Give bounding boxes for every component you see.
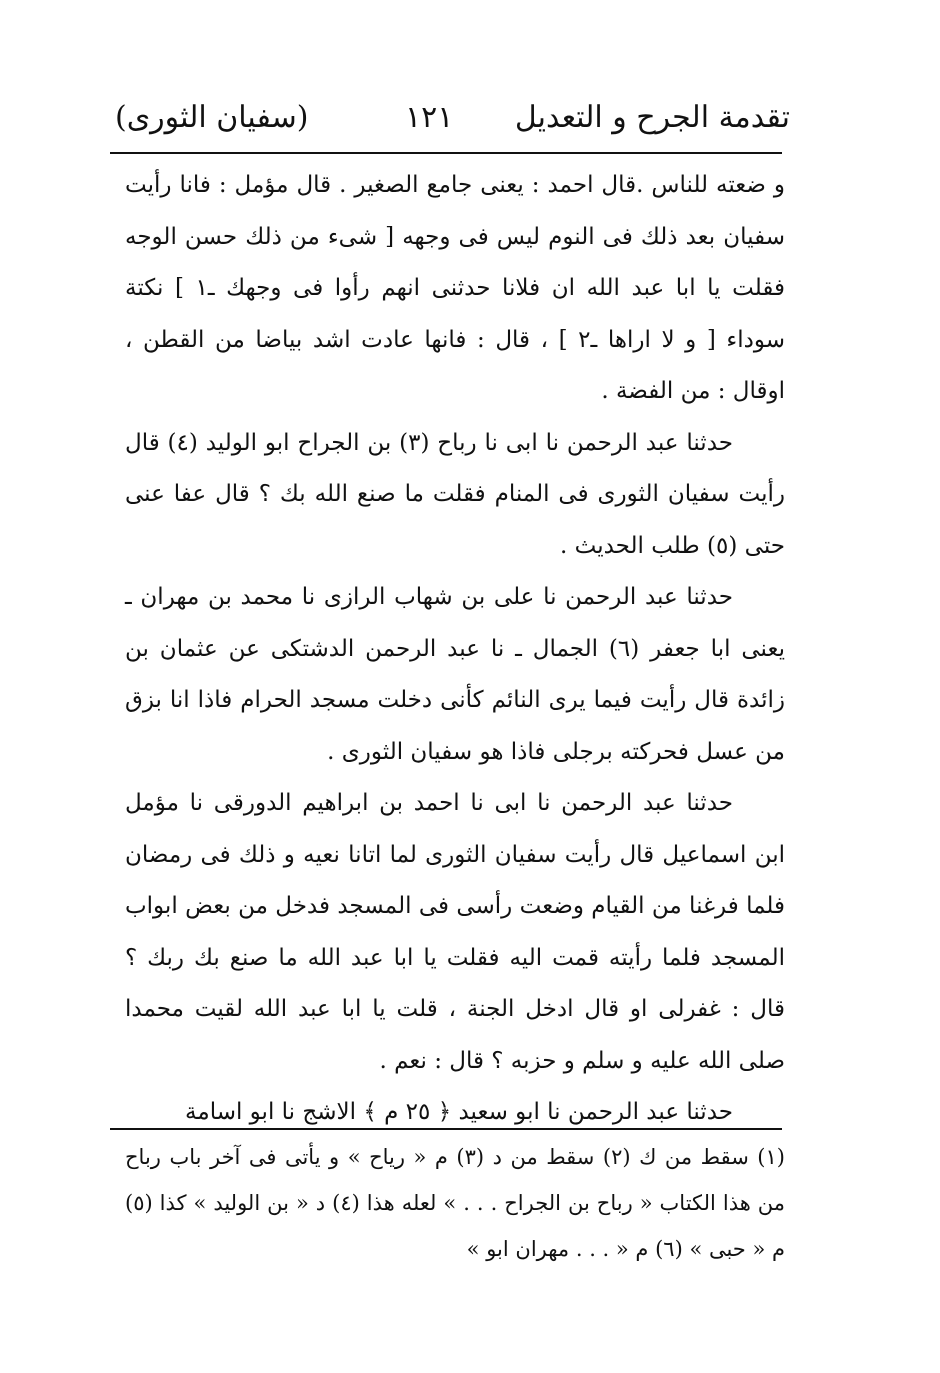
section-title: (سفيان الثورى) — [115, 100, 309, 135]
running-header — [115, 92, 790, 150]
paragraph: حدثنا عبد الرحمن نا ابو سعيد ﴿ ٢٥ م ﴾ الاشج نا ابو اسامة — [185, 1099, 733, 1125]
footnote-divider — [110, 1128, 782, 1130]
main-text — [125, 160, 785, 1139]
footnotes — [125, 1134, 785, 1272]
paragraph: حدثنا عبد الرحمن نا ابى نا احمد بن ابراهيم الدورقى نا مؤمل ابن اسماعيل قال رأيت سفيان الثورى لما اتانا نعيه و ذلك فى رمضان فلما فرغنا من القيام وضعت رأسى فى المسجد فدخل من بعض ابواب المسجد فلما رأيته قمت اليه فقلت يا ابا عبد الله ما صنع بك ربك ؟ قال : غفرلى او قال ادخل الجنة ، قلت يا ابا عبد الله لقيت محمدا صلى الله عليه و سلم و حزبه ؟ قال : نعم . — [125, 790, 785, 1074]
paragraph: و ضعته للناس .قال احمد : يعنى جامع الصغير . قال مؤمل : فانا رأيت سفيان بعد ذلك فى النوم ليس فى وجهه [ شىء من ذلك حسن الوجه فقلت يا ابا عبد الله ان فلانا حدثنى انهم رأوا فى وجهك ـ١ ] نكتة سوداء [ و لا اراها ـ٢ ] ، قال : فانها عادت اشد بياضا من القطن ، اوقال : من الفضة . — [125, 172, 785, 404]
page-number: ١٢١ — [405, 100, 454, 135]
paragraph: حدثنا عبد الرحمن نا على بن شهاب الرازى نا محمد بن مهران ـ يعنى ابا جعفر (٦) الجمال ـ نا عبد الرحمن الدشتكى عن عثمان بن زائدة قال رأيت فيما يرى النائم كأنى دخلت مسجد الحرام فاذا انا بزق من عسل فحركته برجلى فاذا هو سفيان الثورى . — [125, 584, 785, 765]
paragraph: حدثنا عبد الرحمن نا ابى نا رباح (٣) بن الجراح ابو الوليد (٤) قال رأيت سفيان الثورى فى المنام فقلت ما صنع الله بك ؟ قال عفا عنى حتى (٥) طلب الحديث . — [125, 429, 785, 559]
header-divider — [110, 152, 782, 154]
footnote-text: (١) سقط من ك (٢) سقط من د (٣) م « رياح » و يأتى فى آخر باب رباح من هذا الكتاب « رباح بن الجراح . . . » لعله هذا (٤) د « بن الوليد » كذا (٥) م « حبى » (٦) م « . . . مهران ابو » — [125, 1145, 786, 1261]
book-title: تقدمة الجرح و التعديل — [514, 100, 790, 135]
